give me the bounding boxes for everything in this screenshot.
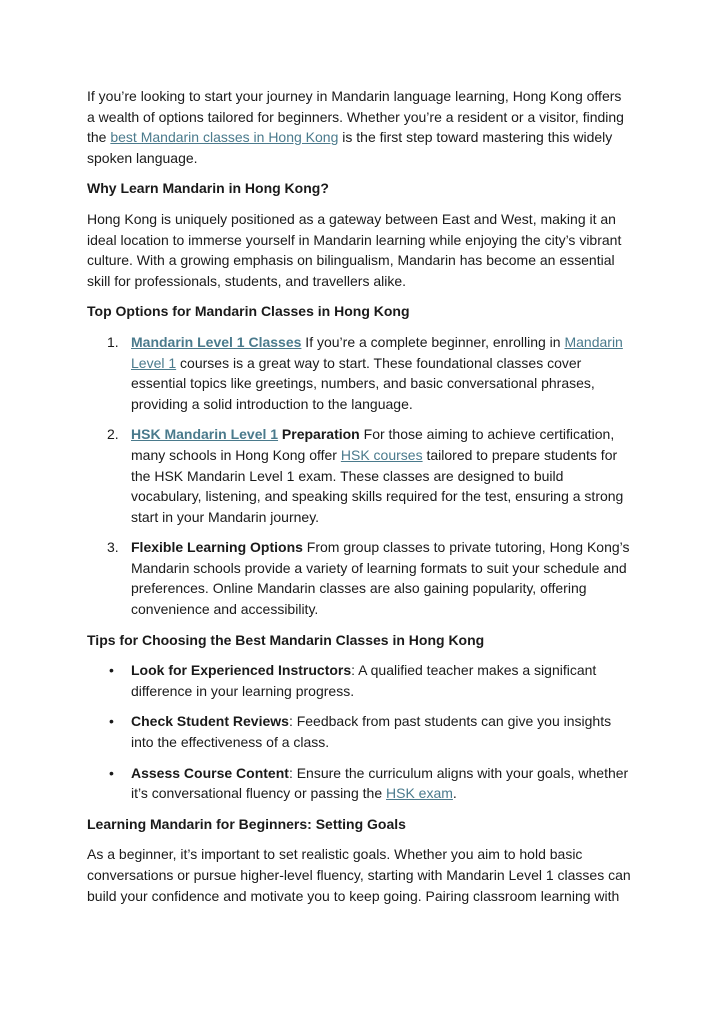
item-text: For those aiming to achieve certification, many schools in Hong Kong offer — [131, 426, 615, 463]
mandarin-level-1-link[interactable]: Mandarin Level 1 — [131, 333, 623, 371]
item-text: courses is a great way to start. These foundational classes cover essential topics like greetings, numbers, and basic conversational phrases, providing a solid introduction to the language. — [131, 354, 595, 412]
tips-heading: Tips for Choosing the Best Mandarin Classes in Hong Kong — [87, 631, 485, 648]
tips-list — [87, 660, 633, 804]
bullet-icon: • — [109, 662, 114, 679]
goals-heading: Learning Mandarin for Beginners: Setting Goals — [87, 815, 406, 832]
list-number: 3. — [107, 539, 119, 556]
intro-text-before: If you’re looking to start your journey in Mandarin language learning, Hong Kong offers a wealth of options tailored for beginners. Whether you’re a resident or a visitor, finding the — [87, 88, 624, 146]
goals-paragraph: As a beginner, it’s important to set realistic goals. Whether you aim to hold basic conversations or pursue higher-level fluency, starting with Mandarin Level 1 classes can build your confidence and motivate you to keep going. Pairing classroom learning with — [87, 846, 631, 904]
top-options-heading: Top Options for Mandarin Classes in Hong Kong — [87, 303, 410, 320]
list-item — [87, 660, 633, 701]
list-number: 2. — [107, 426, 119, 443]
list-item — [87, 711, 633, 752]
tip-text: : Ensure the curriculum aligns with your goals, whether it’s conversational fluency or passing the — [131, 764, 629, 802]
item-text: If you’re a complete beginner, enrolling in — [301, 333, 565, 350]
intro-paragraph — [87, 86, 633, 168]
tip-text: : Feedback from past students can give you insights into the effectiveness of a class. — [131, 713, 612, 751]
intro-text-after: is the first step toward mastering this widely spoken language. — [87, 129, 613, 166]
hsk-exam-link[interactable]: HSK exam — [386, 785, 453, 802]
item-title: Preparation — [278, 426, 360, 443]
bullet-icon: • — [109, 713, 114, 730]
tip-title: Check Student Reviews — [131, 713, 289, 730]
why-heading: Why Learn Mandarin in Hong Kong? — [87, 180, 329, 197]
top-options-list — [87, 332, 633, 620]
bullet-icon: • — [109, 764, 114, 781]
list-item — [87, 332, 633, 414]
tip-text-end: . — [452, 785, 457, 802]
hsk-mandarin-level-1-link[interactable]: HSK Mandarin Level 1 — [131, 426, 279, 443]
list-item — [87, 537, 633, 619]
item-title: Flexible Learning Options — [131, 539, 303, 556]
list-item — [87, 763, 633, 804]
tip-title: Look for Experienced Instructors — [131, 662, 352, 679]
tip-title: Assess Course Content — [131, 764, 289, 781]
tip-text: : A qualified teacher makes a significant difference in your learning progress. — [131, 662, 597, 699]
best-mandarin-classes-link[interactable]: best Mandarin classes in Hong Kong — [110, 129, 339, 146]
item-text: tailored to prepare students for the HSK Mandarin Level 1 exam. These classes are designed to build vocabulary, listening, and speaking skills required for the test, ensuring a strong start in your Mandarin journey. — [131, 446, 624, 525]
document-page — [87, 86, 633, 916]
hsk-courses-link[interactable]: HSK courses — [340, 446, 423, 463]
mandarin-level-1-classes-link[interactable]: Mandarin Level 1 Classes — [131, 333, 302, 350]
list-number: 1. — [107, 333, 119, 350]
why-paragraph: Hong Kong is uniquely positioned as a gateway between East and West, making it an ideal location to immerse yourself in Mandarin learning while enjoying the city’s vibrant culture. With a growing emphasis on bilingualism, Mandarin has become an essential skill for professionals, students, and travellers alike. — [87, 210, 622, 289]
list-item — [87, 424, 633, 527]
item-text: From group classes to private tutoring, Hong Kong’s Mandarin schools provide a variety of learning formats to suit your schedule and preferences. Online Mandarin classes are also gaining popularity, offering convenience and accessibility. — [131, 539, 630, 618]
